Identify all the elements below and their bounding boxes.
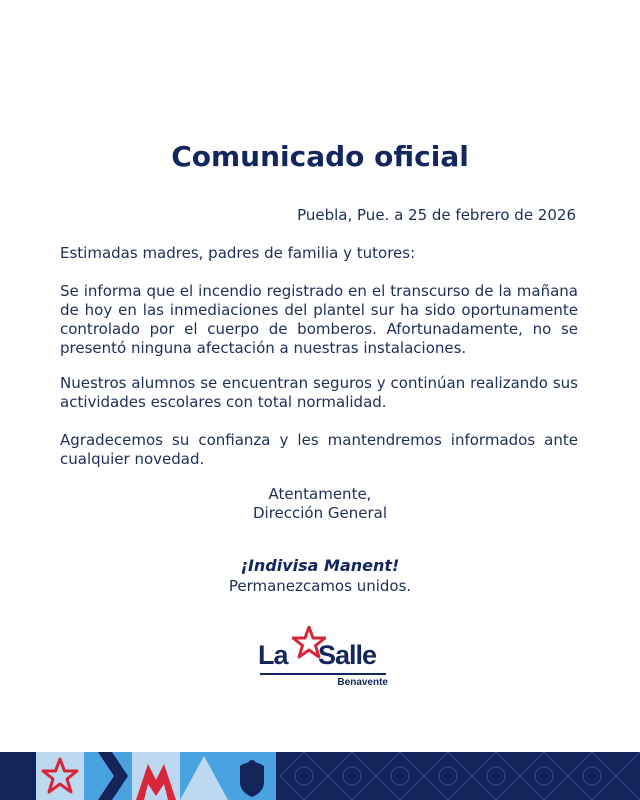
footer-pattern xyxy=(280,752,640,800)
motto: ¡Indivisa Manent! xyxy=(240,556,400,575)
triangle-icon xyxy=(180,752,228,800)
body-paragraph-thanks: Agradecemos su confianza y les mantendremos informados ante cualquier novedad. xyxy=(60,431,578,468)
page-title: Comunicado oficial xyxy=(171,140,469,173)
chevron-icon xyxy=(84,752,132,800)
greeting: Estimadas madres, padres de familia y tutores: xyxy=(60,244,416,262)
body-paragraph-students: Nuestros alumnos se encuentran seguros y continúan realizando sus actividades escolares con total normalidad. xyxy=(60,374,578,411)
closing-line: Atentamente, xyxy=(268,485,372,503)
shield-icon xyxy=(228,752,276,800)
motto-subtitle: Permanezcamos unidos. xyxy=(228,577,412,595)
footer-band xyxy=(0,752,640,800)
footer-tile-star xyxy=(36,752,84,800)
mountain-icon xyxy=(132,752,180,800)
footer-tile-triangle xyxy=(180,752,228,800)
footer-tile-mountain xyxy=(132,752,180,800)
logo-text-la: La xyxy=(258,640,288,670)
logo-text-salle: Salle xyxy=(318,640,377,670)
closing-block xyxy=(0,485,640,523)
footer-tile-dark xyxy=(0,752,36,800)
logo-underline xyxy=(260,673,386,675)
footer-tile-shield xyxy=(228,752,276,800)
lasalle-logo xyxy=(258,626,390,688)
footer-tile-chevron xyxy=(84,752,132,800)
place-date: Puebla, Pue. a 25 de febrero de 2026 xyxy=(297,206,576,224)
logo-subtitle: Benavente xyxy=(337,677,388,688)
star-icon xyxy=(36,752,84,800)
signature-line: Dirección General xyxy=(252,504,387,522)
body-paragraph-incident: Se informa que el incendio registrado en el transcurso de la mañana de hoy en las inmediaciones del plantel sur ha sido oportunamente controlado por el cuerpo de bomberos. Afortunadamente, no se presentó ninguna afectación a nuestras instalaciones. xyxy=(60,282,578,357)
